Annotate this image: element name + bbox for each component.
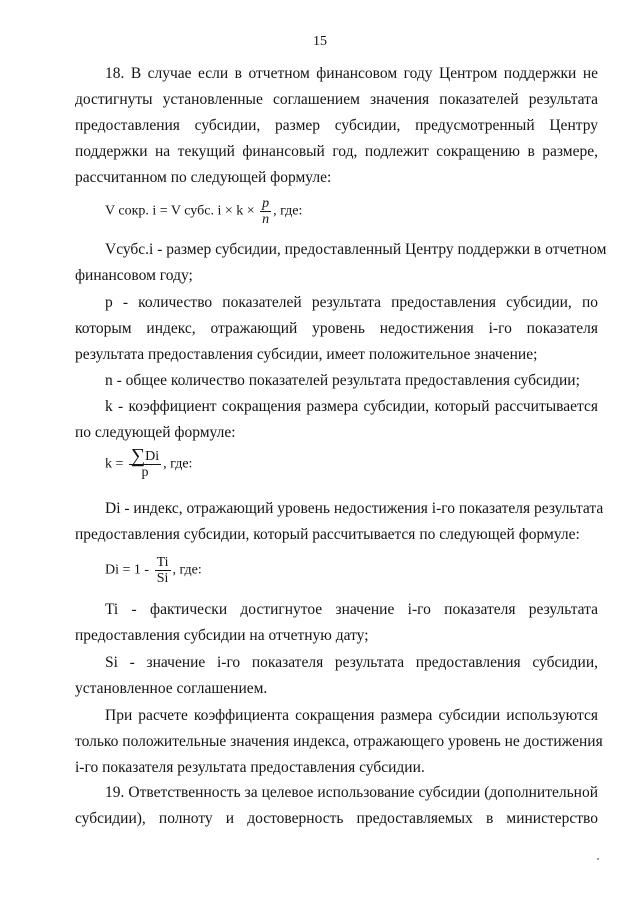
text-line: n - общее количество показателей результата предоставления субсидии; bbox=[105, 372, 580, 389]
fraction-numerator: Ti bbox=[156, 555, 169, 570]
fraction-denominator: Si bbox=[156, 571, 169, 586]
formula-k bbox=[105, 445, 193, 480]
definition-di bbox=[75, 496, 604, 548]
scan-speck bbox=[597, 858, 599, 860]
text-line: p - количество показателей результата предоставления субсидии, по bbox=[105, 294, 598, 311]
definition-vsubs bbox=[75, 237, 607, 289]
text-line: только положительные значения индекса, отражающего уровень не достижения bbox=[75, 733, 603, 750]
text-line: 19. Ответственность за целевое использование субсидии (дополнительной bbox=[105, 784, 598, 801]
fraction-denominator: p bbox=[141, 465, 149, 480]
formula-reduction bbox=[105, 196, 302, 227]
text-line: При расчете коэффициента сокращения размера субсидии используются bbox=[105, 707, 598, 724]
text-line: рассчитанном по следующей формуле: bbox=[75, 169, 332, 186]
paragraph-19 bbox=[75, 780, 598, 832]
formula-di bbox=[105, 555, 202, 586]
formula-fraction bbox=[129, 445, 161, 480]
text-line: i-го показателя результата предоставления субсидии. bbox=[75, 759, 425, 776]
fraction-numerator: ∑Di bbox=[130, 445, 160, 467]
definition-si bbox=[75, 650, 598, 702]
text-line: по следующей формуле: bbox=[75, 424, 236, 441]
definition-ti bbox=[75, 597, 598, 649]
text-line: установленное соглашением. bbox=[75, 680, 268, 697]
text-line: предоставления субсидии, размер субсидии, предусмотренный Центру bbox=[75, 117, 598, 134]
text-line: Ti - фактически достигнутое значение i-го показателя результата bbox=[105, 601, 598, 618]
text-line: предоставления субсидии, который рассчитывается по следующей формуле: bbox=[75, 526, 580, 543]
definition-p bbox=[75, 290, 598, 368]
text-line: результата предоставления субсидии, имеет положительное значение; bbox=[75, 346, 538, 363]
text-line: финансовом году; bbox=[75, 267, 193, 284]
formula-lhs: Di = 1 - bbox=[105, 562, 150, 578]
text-line: достигнуты установленные соглашением значения показателей результата bbox=[75, 91, 598, 108]
note-paragraph bbox=[75, 703, 603, 781]
text-line: 18. В случае если в отчетном финансовом году Центром поддержки не bbox=[105, 65, 598, 82]
text-line: которым индекс, отражающий уровень недостижения i-го показателя bbox=[75, 320, 598, 337]
text-line: субсидии), полноту и достоверность предоставляемых в министерство bbox=[75, 810, 598, 827]
text-line: предоставления субсидии на отчетную дату; bbox=[75, 627, 369, 644]
text-line: поддержки на текущий финансовый год, подлежит сокращению в размере, bbox=[75, 143, 598, 160]
text-line: k - коэффициент сокращения размера субсидии, который рассчитывается bbox=[105, 398, 598, 415]
formula-tail: , где: bbox=[172, 562, 202, 578]
formula-lhs: V сокр. i = V субс. i × k × bbox=[105, 203, 255, 219]
definition-k bbox=[75, 394, 598, 446]
fraction-numerator: p bbox=[262, 196, 270, 211]
text-line: Vсубс.i - размер субсидии, предоставленный Центру поддержки в отчетном bbox=[105, 241, 607, 258]
definition-n bbox=[75, 368, 598, 394]
formula-fraction bbox=[155, 555, 171, 586]
formula-lhs: k = bbox=[105, 456, 124, 472]
paragraph-18 bbox=[75, 61, 598, 191]
formula-tail: , где: bbox=[163, 456, 193, 472]
formula-tail: , где: bbox=[273, 203, 303, 219]
sigma-symbol: ∑ bbox=[130, 445, 146, 467]
text-line: Di - индекс, отражающий уровень недостижения i-го показателя результата bbox=[105, 500, 604, 517]
page-number: 15 bbox=[313, 34, 327, 49]
formula-fraction bbox=[260, 196, 271, 227]
text-line: Si - значение i-го показателя результата предоставления субсидии, bbox=[105, 654, 598, 671]
fraction-denominator: n bbox=[262, 212, 270, 227]
